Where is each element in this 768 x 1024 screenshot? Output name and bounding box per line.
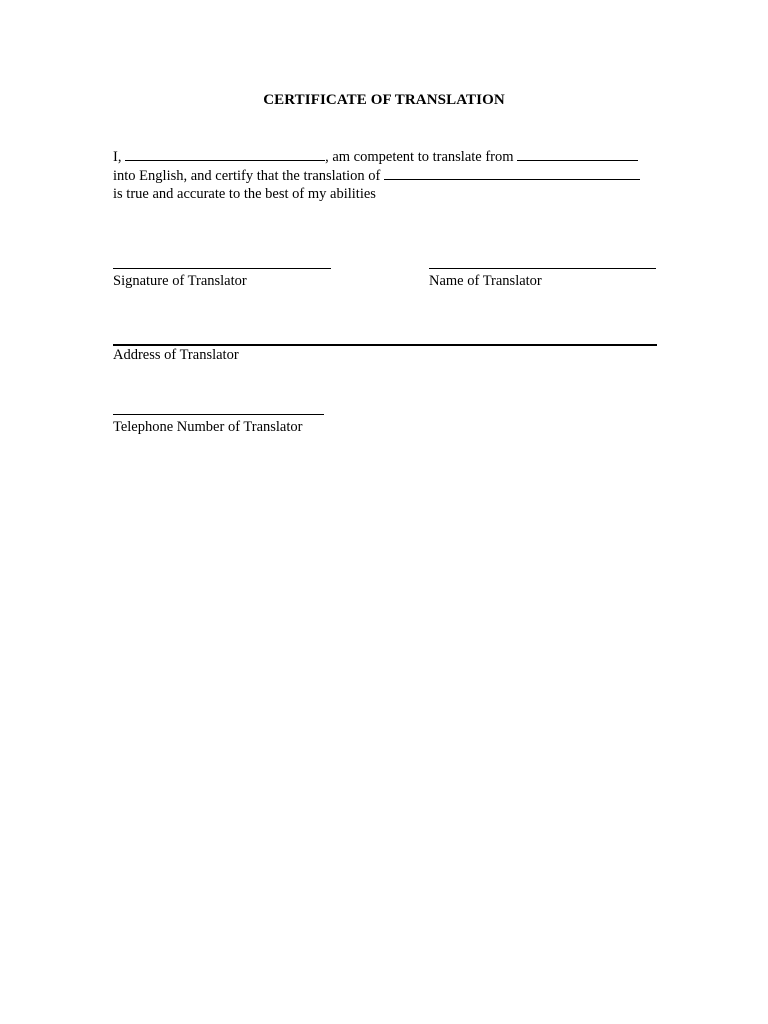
name-line[interactable] <box>429 268 656 269</box>
telephone-label: Telephone Number of Translator <box>113 419 303 435</box>
statement-line-1 <box>113 147 673 166</box>
address-label: Address of Translator <box>113 347 239 363</box>
translator-name-blank[interactable] <box>125 147 325 161</box>
telephone-line[interactable] <box>113 414 324 415</box>
source-language-blank[interactable] <box>517 147 638 161</box>
certification-statement <box>113 147 673 203</box>
name-label: Name of Translator <box>429 273 542 289</box>
statement-line-1-prefix: I, <box>113 149 126 165</box>
signature-label: Signature of Translator <box>113 273 247 289</box>
statement-line-2 <box>113 166 673 185</box>
statement-line-2-prefix: into English, and certify that the translation of <box>113 168 385 184</box>
document-title: CERTIFICATE OF TRANSLATION <box>263 92 505 108</box>
statement-line-1-middle: , am competent to translate from <box>325 149 518 165</box>
signature-line[interactable] <box>113 268 331 269</box>
document-name-blank[interactable] <box>384 166 640 180</box>
statement-line-3: is true and accurate to the best of my abilities <box>113 186 376 202</box>
